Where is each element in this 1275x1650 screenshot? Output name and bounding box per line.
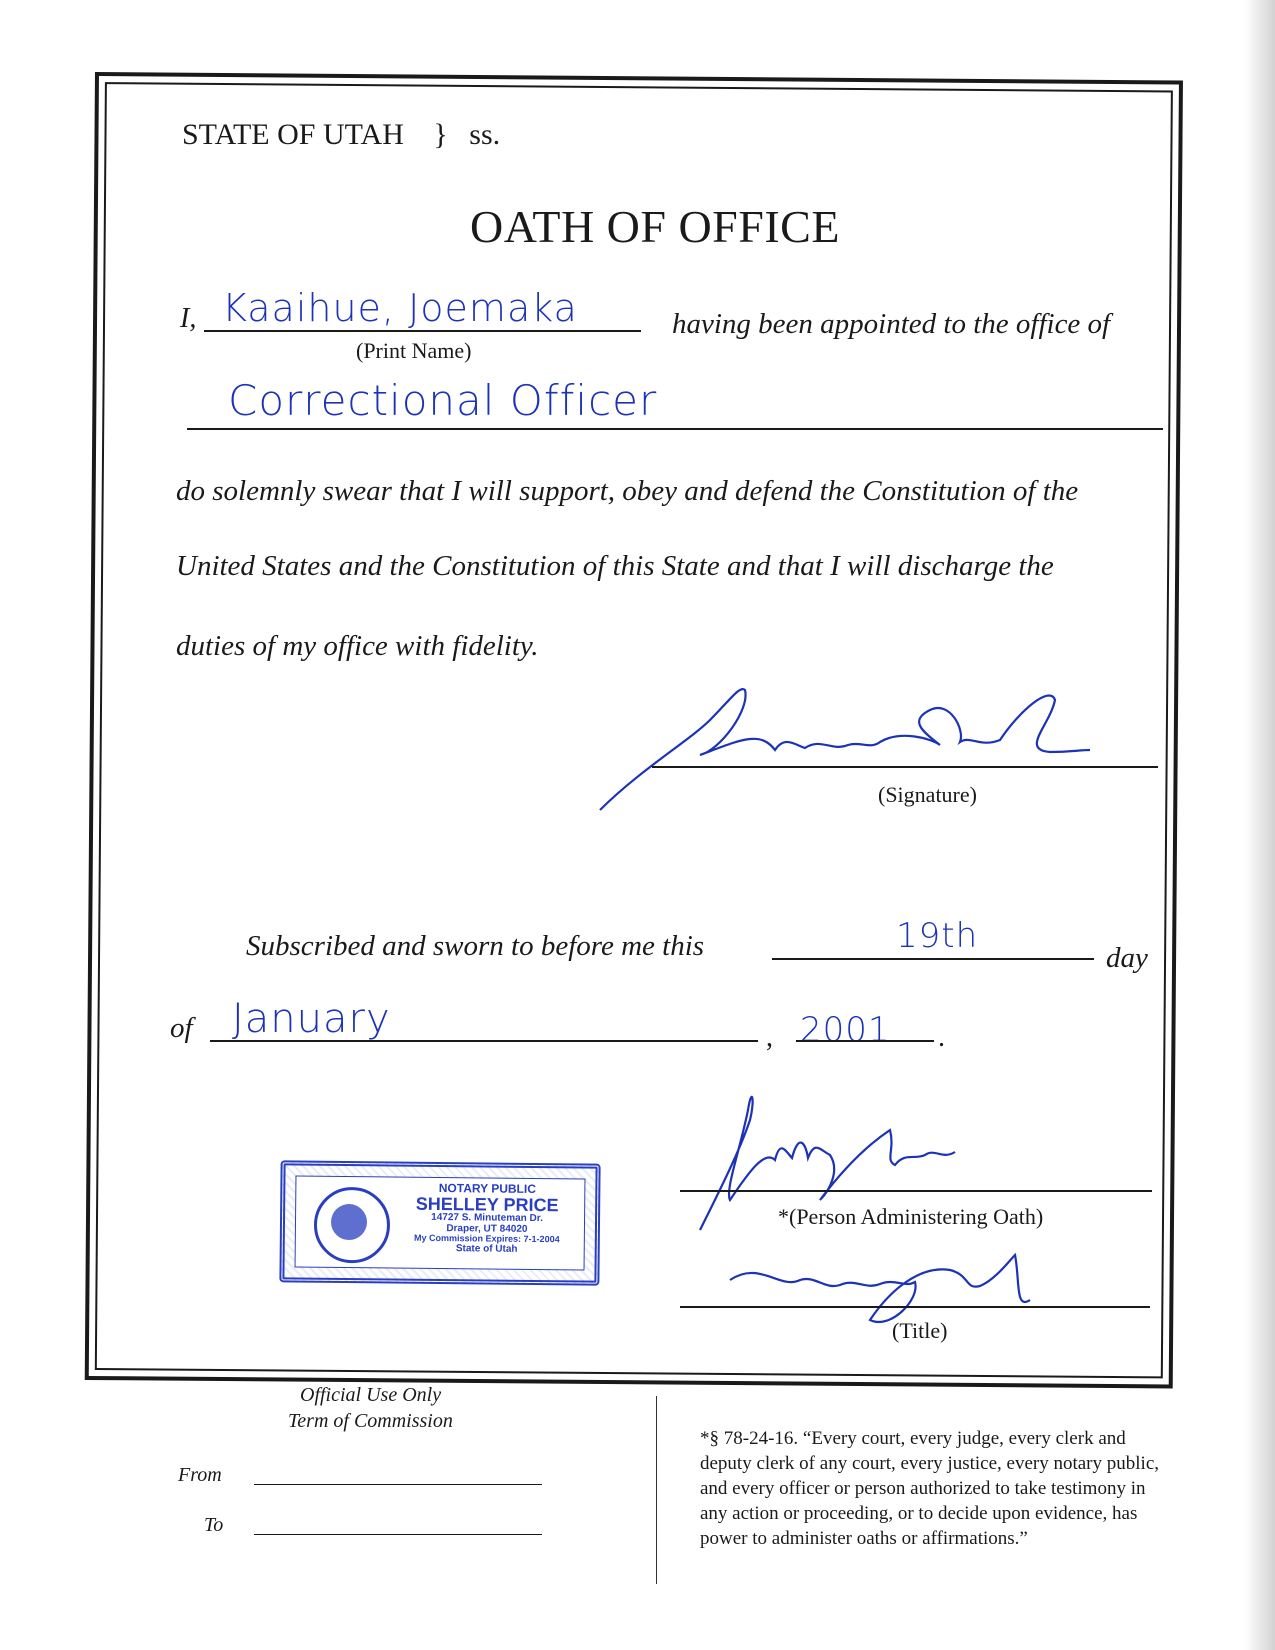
page-edge-shadow bbox=[1245, 0, 1275, 1650]
signature-mark bbox=[580, 680, 1120, 820]
administrator-line bbox=[680, 1190, 1152, 1192]
notary-stamp bbox=[279, 1160, 600, 1285]
day-value: 19th bbox=[896, 916, 979, 956]
term-heading: Term of Commission bbox=[288, 1410, 453, 1432]
signature-caption: (Signature) bbox=[878, 782, 977, 807]
stamp-line-6: State of Utah bbox=[455, 1243, 518, 1255]
ss-label: ss. bbox=[469, 118, 501, 151]
notary-stamp-body bbox=[295, 1175, 586, 1270]
state-heading bbox=[182, 118, 500, 152]
official-use-heading: Official Use Only bbox=[300, 1384, 442, 1406]
day-line bbox=[772, 958, 1094, 960]
day-label: day bbox=[1106, 942, 1148, 974]
title-line bbox=[680, 1306, 1150, 1308]
stamp-line-1: NOTARY PUBLIC bbox=[438, 1180, 536, 1197]
from-line bbox=[254, 1484, 542, 1485]
stamp-line-4: Draper, UT 84020 bbox=[446, 1223, 528, 1235]
notary-stamp-text bbox=[396, 1182, 579, 1256]
month-line bbox=[210, 1040, 758, 1042]
to-label: To bbox=[204, 1514, 224, 1536]
month-value: January bbox=[232, 996, 391, 1042]
from-label: From bbox=[178, 1464, 222, 1486]
oath-line-2: United States and the Constitution of this State and that I will discharge the bbox=[176, 550, 1054, 582]
title-signature-mark bbox=[720, 1250, 1050, 1340]
year-line bbox=[796, 1040, 934, 1042]
stamp-line-3: 14727 S. Minuteman Dr. bbox=[431, 1212, 543, 1225]
appointed-text: having been appointed to the office of bbox=[672, 308, 1111, 340]
month-comma: , bbox=[766, 1022, 773, 1053]
stamp-line-5: My Commission Expires: 7-1-2004 bbox=[414, 1233, 560, 1245]
print-name-caption: (Print Name) bbox=[356, 338, 472, 363]
signature-line bbox=[652, 766, 1158, 768]
stamp-line-2: SHELLEY PRICE bbox=[415, 1193, 559, 1215]
year-period: . bbox=[938, 1022, 945, 1053]
oath-line-3: duties of my office with fidelity. bbox=[176, 630, 539, 662]
oath-line-1: do solemnly swear that I will support, obey and defend the Constitution of the bbox=[176, 475, 1079, 507]
to-line bbox=[254, 1534, 542, 1535]
footer-divider bbox=[656, 1396, 657, 1584]
office-value: Correctional Officer bbox=[228, 376, 658, 425]
statute-text: *§ 78-24-16. “Every court, every judge, every clerk and deputy clerk of any court, every justice, every notary public, and every officer or person authorized to take testimony in any action or proceeding, or to decide upon evidence, has power to administer oaths or affirmations.” bbox=[700, 1428, 1159, 1549]
state-name: STATE OF UTAH bbox=[182, 118, 404, 151]
year-value: 2001 bbox=[800, 1010, 891, 1050]
print-name-value: Kaaihue, Joemaka bbox=[222, 286, 578, 330]
office-line bbox=[187, 428, 1163, 430]
administrator-caption: *(Person Administering Oath) bbox=[778, 1204, 1044, 1229]
page-title: OATH OF OFFICE bbox=[470, 201, 840, 252]
sworn-text: Subscribed and sworn to before me this bbox=[246, 930, 705, 962]
oath-prefix: I, bbox=[180, 303, 197, 334]
of-label: of bbox=[170, 1012, 193, 1044]
title-caption: (Title) bbox=[892, 1318, 948, 1343]
state-seal-icon bbox=[314, 1187, 391, 1264]
print-name-line bbox=[204, 330, 641, 332]
brace: } bbox=[433, 118, 448, 151]
